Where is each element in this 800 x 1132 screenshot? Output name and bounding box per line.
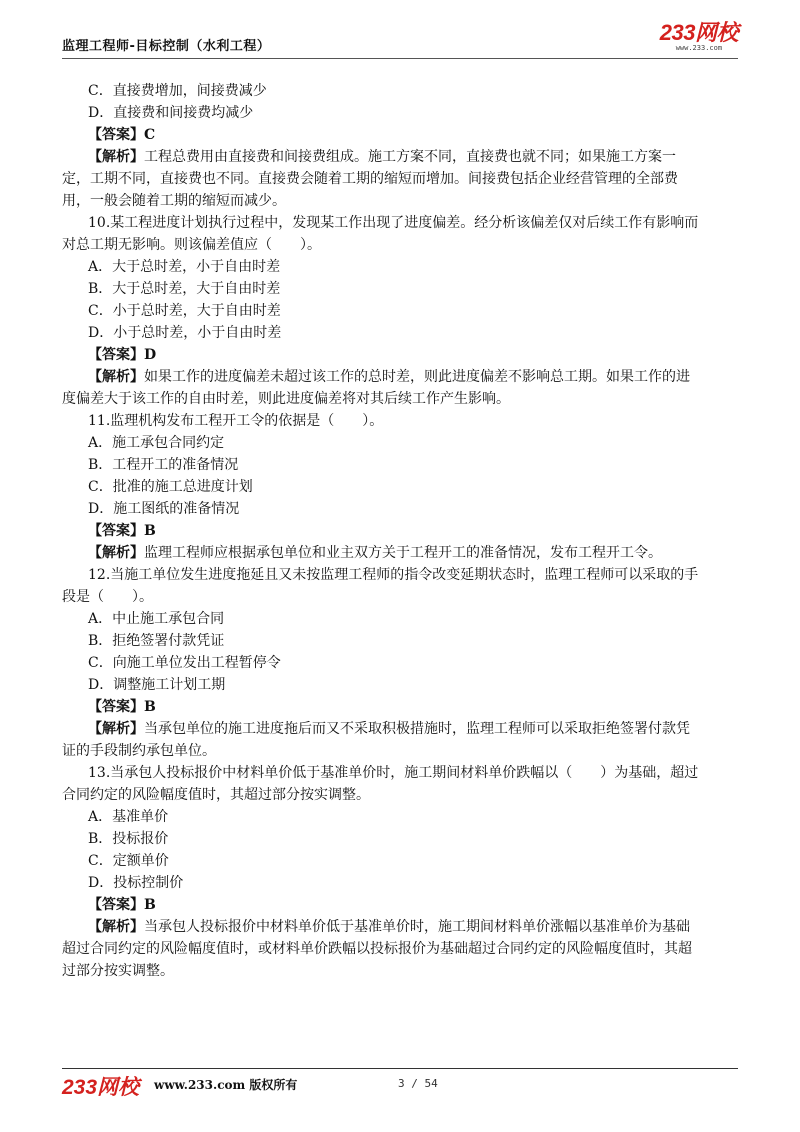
question-stem: 11.监理机构发布工程开工令的依据是（ ）。 [88, 413, 384, 429]
brand-logo [660, 22, 738, 52]
question-stem: 段是（ ）。 [62, 589, 153, 605]
question-stem: 对总工期无影响。则该偏差值应（ ）。 [62, 237, 321, 253]
analysis-label: 【解析】 [88, 545, 144, 561]
analysis-label: 【解析】 [88, 369, 144, 385]
question-stem: 合同约定的风险幅度值时，其超过部分按实调整。 [62, 787, 370, 803]
document-body [62, 80, 738, 982]
analysis-text: 如果工作的进度偏差未超过该工作的总时差，则此进度偏差不影响总工期。如果工作的进 [144, 369, 690, 385]
analysis-line: 度偏差大于该工作的自由时差，则此进度偏差将对其后续工作产生影响。 [62, 391, 510, 407]
option-line: C．直接费增加，间接费减少 [88, 83, 267, 99]
answer-line: 【答案】B [88, 897, 156, 913]
option-line: D．调整施工计划工期 [88, 677, 226, 693]
analysis-line [88, 542, 738, 564]
option-line: B．投标报价 [88, 831, 169, 847]
page-number: 3 / 54 [398, 1077, 438, 1090]
logo-url: www.233.com [675, 44, 723, 52]
question-stem: 10.某工程进度计划执行过程中，发现某工作出现了进度偏差。经分析该偏差仅对后续工作有影响而 [88, 215, 699, 231]
analysis-label: 【解析】 [88, 721, 144, 737]
question-stem: 12.当施工单位发生进度拖延且又未按监理工程师的指令改变延期状态时，监理工程师可以采取的手 [88, 567, 699, 583]
answer-line: 【答案】C [88, 127, 156, 143]
analysis-line: 定，工期不同，直接费也不同。直接费会随着工期的缩短而增加。间接费包括企业经营管理的全部费 [62, 171, 678, 187]
footer-logo: 233网校 [62, 1076, 140, 1099]
analysis-line: 证的手段制约承包单位。 [62, 743, 216, 759]
option-line: D．小于总时差，小于自由时差 [88, 325, 282, 341]
analysis-label: 【解析】 [88, 919, 144, 935]
analysis-line: 超过合同约定的风险幅度值时，或材料单价跌幅以投标报价为基础超过合同约定的风险幅度值时，其超 [62, 941, 692, 957]
page-footer [62, 1068, 738, 1099]
logo-text: 233网校 [659, 20, 738, 45]
answer-line: 【答案】D [88, 347, 157, 363]
analysis-line [88, 146, 738, 168]
option-line: C．批准的施工总进度计划 [88, 479, 253, 495]
option-line: A．大于总时差，小于自由时差 [88, 259, 281, 275]
analysis-label: 【解析】 [88, 149, 144, 165]
analysis-text: 工程总费用由直接费和间接费组成。施工方案不同，直接费也就不同；如果施工方案一 [144, 149, 676, 165]
option-line: B．大于总时差，大于自由时差 [88, 281, 281, 297]
page-header [62, 20, 738, 59]
option-line: A．施工承包合同约定 [88, 435, 225, 451]
analysis-text: 当承包人投标报价中材料单价低于基准单价时，施工期间材料单价涨幅以基准单价为基础 [144, 919, 690, 935]
option-line: D．直接费和间接费均减少 [88, 105, 254, 121]
analysis-text: 监理工程师应根据承包单位和业主双方关于工程开工的准备情况，发布工程开工令。 [144, 545, 662, 561]
analysis-line: 用，一般会随着工期的缩短而减少。 [62, 193, 286, 209]
option-line: C．定额单价 [88, 853, 169, 869]
option-line: D．施工图纸的准备情况 [88, 501, 240, 517]
analysis-line [88, 718, 738, 740]
analysis-line: 过部分按实调整。 [62, 963, 174, 979]
option-line: C．小于总时差，大于自由时差 [88, 303, 281, 319]
answer-line: 【答案】B [88, 699, 156, 715]
option-line: D．投标控制价 [88, 875, 184, 891]
option-line: B．拒绝签署付款凭证 [88, 633, 225, 649]
analysis-line [88, 916, 738, 938]
option-line: C．向施工单位发出工程暂停令 [88, 655, 281, 671]
document-title: 监理工程师-目标控制（水利工程） [62, 39, 271, 54]
analysis-text: 当承包单位的施工进度拖后而又不采取积极措施时，监理工程师可以采取拒绝签署付款凭 [144, 721, 690, 737]
copyright-text: www.233.com 版权所有 [154, 1078, 298, 1092]
question-stem: 13.当承包人投标报价中材料单价低于基准单价时，施工期间材料单价跌幅以（ ）为基础，超过 [88, 765, 699, 781]
option-line: A．基准单价 [88, 809, 169, 825]
answer-line: 【答案】B [88, 523, 156, 539]
analysis-line [88, 366, 738, 388]
option-line: B．工程开工的准备情况 [88, 457, 239, 473]
option-line: A．中止施工承包合同 [88, 611, 225, 627]
